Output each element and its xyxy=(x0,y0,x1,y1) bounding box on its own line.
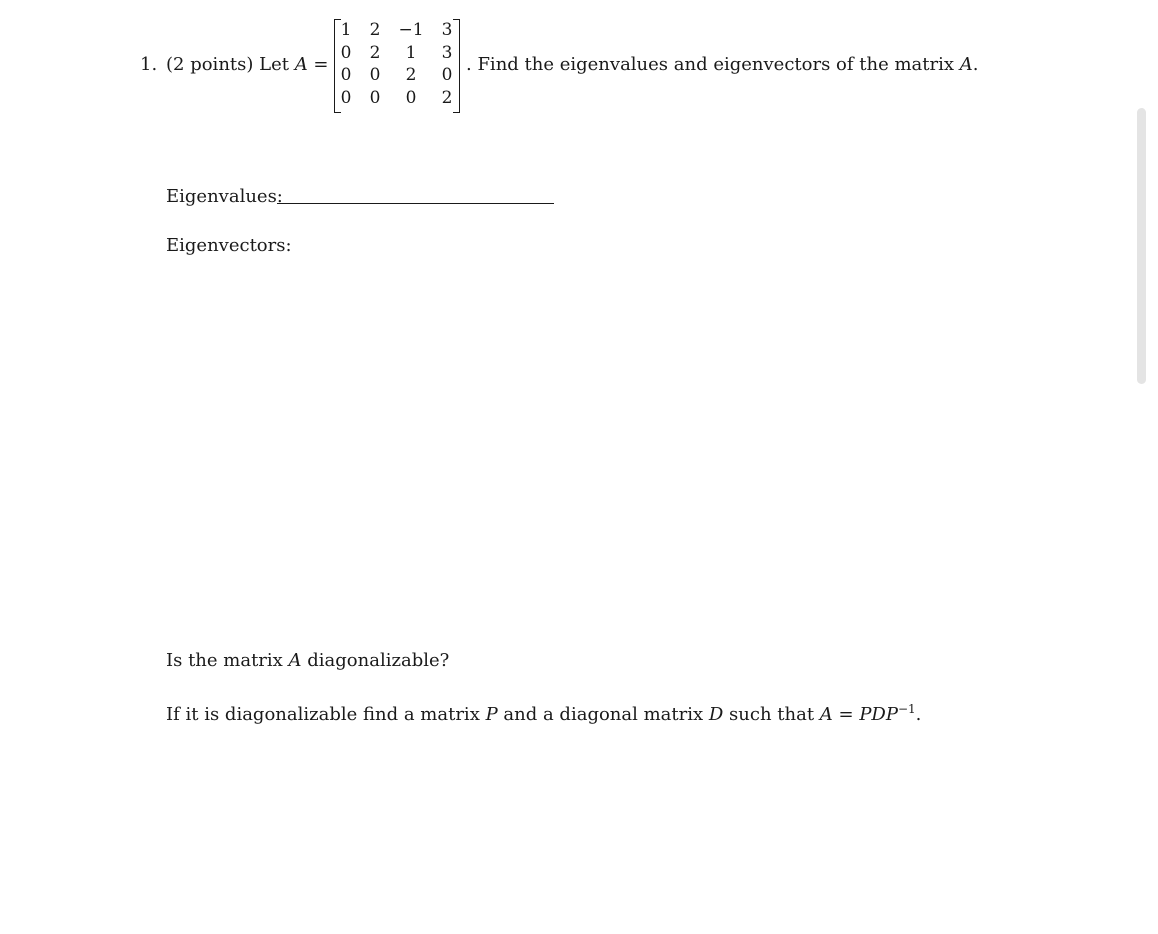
problem-tail-period: . xyxy=(972,54,979,75)
equation-exponent: −1 xyxy=(897,702,916,716)
matrix-cell-r3-c1: 0 xyxy=(340,65,352,85)
matrix-cell-r4-c4: 2 xyxy=(441,88,453,108)
matrix-cell-r1-c4: 3 xyxy=(441,20,453,40)
matrix-cell-r4-c3: 0 xyxy=(405,88,417,108)
problem-statement-lead xyxy=(166,54,329,76)
equation-lhs: A xyxy=(819,704,833,725)
matrix-cell-r2-c4: 3 xyxy=(441,43,453,63)
problem-lead-text: (2 points) Let xyxy=(166,54,295,75)
eigenvectors-label: Eigenvectors: xyxy=(166,235,292,256)
vertical-scrollbar-thumb[interactable] xyxy=(1137,108,1146,384)
symbol-p: P xyxy=(485,704,498,725)
problem-number: 1. xyxy=(140,54,158,75)
eigenvalues-label: Eigenvalues: xyxy=(166,186,283,207)
symbol-d: D xyxy=(708,704,724,725)
equation-rhs: PDP xyxy=(859,704,898,725)
matrix-cell-r3-c2: 0 xyxy=(369,65,381,85)
matrix-cell-r2-c1: 0 xyxy=(340,43,352,63)
matrix-a xyxy=(334,19,460,113)
matrix-cell-r2-c2: 2 xyxy=(369,43,381,63)
question-prefix: Is the matrix xyxy=(166,650,289,671)
diagonalizable-question xyxy=(166,650,449,672)
matrix-cell-r3-c3: 2 xyxy=(405,65,417,85)
matrix-cell-r1-c3: −1 xyxy=(398,20,424,40)
matrix-cell-r3-c4: 0 xyxy=(441,65,453,85)
instruction-end: . xyxy=(915,704,922,725)
problem-tail-text: . Find the eigenvalues and eigenvectors of the matrix xyxy=(466,54,960,75)
question-suffix: diagonalizable? xyxy=(301,650,450,671)
question-matrix-symbol: A xyxy=(288,650,302,671)
instruction-mid2: such that xyxy=(723,704,820,725)
matrix-symbol-ref: A xyxy=(959,54,973,75)
matrix-cell-r4-c1: 0 xyxy=(340,88,352,108)
equation-equals: = xyxy=(832,704,860,725)
matrix-cell-r2-c3: 1 xyxy=(405,43,417,63)
matrix-symbol: A xyxy=(294,54,308,75)
instruction-prefix: If it is diagonalizable find a matrix xyxy=(166,704,486,725)
instruction-mid: and a diagonal matrix xyxy=(497,704,709,725)
problem-statement-tail xyxy=(466,54,978,76)
eigenvalues-answer-line[interactable] xyxy=(277,203,554,204)
matrix-cell-r1-c2: 2 xyxy=(369,20,381,40)
matrix-cell-r1-c1: 1 xyxy=(340,20,352,40)
matrix-cell-r4-c2: 0 xyxy=(369,88,381,108)
diagonalization-instruction xyxy=(166,704,921,726)
equals-sign: = xyxy=(307,54,329,75)
